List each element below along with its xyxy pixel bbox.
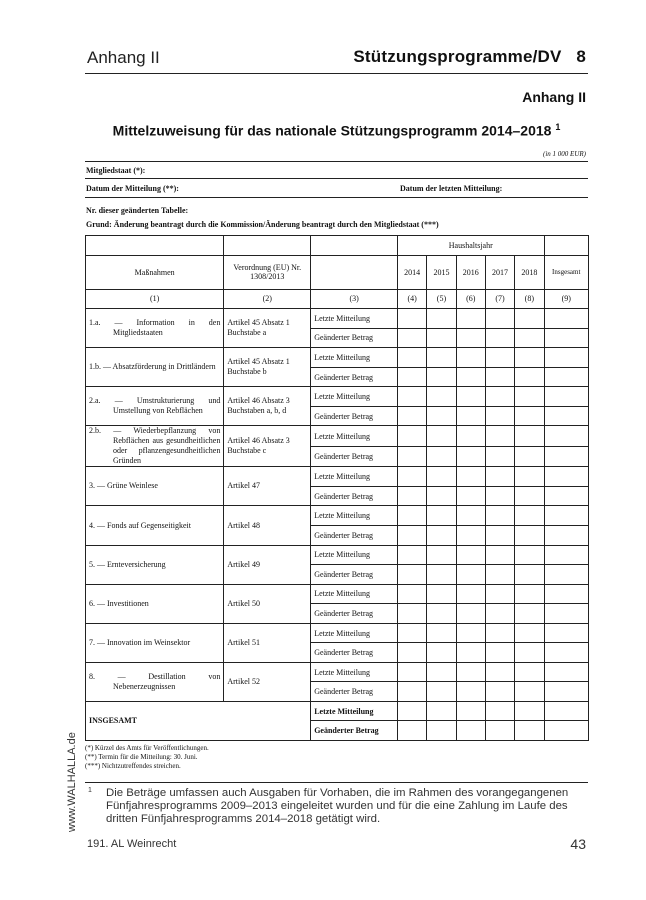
amount-cell xyxy=(515,367,544,387)
row-label-changed: Geänderter Betrag xyxy=(311,643,398,663)
row-label-changed: Geänderter Betrag xyxy=(311,328,398,348)
footnote-number: 1 xyxy=(88,787,92,794)
amount-cell xyxy=(427,426,456,447)
reason-field: Grund: Änderung beantragt durch die Kommission/Änderung beantragt durch den Mitgliedstaat (***) xyxy=(86,220,439,229)
row-label-last: Letzte Mitteilung xyxy=(311,348,398,368)
col-number: (3) xyxy=(311,289,398,309)
amount-cell xyxy=(456,545,485,565)
amount-cell xyxy=(398,348,427,368)
total-last-label: Letzte Mitteilung xyxy=(311,701,398,721)
measure-cell xyxy=(86,348,224,387)
amount-cell xyxy=(485,526,514,546)
measure-cell xyxy=(86,662,224,701)
amount-cell xyxy=(544,446,589,467)
amount-cell xyxy=(515,506,544,526)
measure-cell xyxy=(86,387,224,426)
side-publisher-text: www.WALHALLA.de xyxy=(66,732,78,832)
amount-cell xyxy=(398,328,427,348)
col-number: (8) xyxy=(515,289,544,309)
amount-cell xyxy=(544,387,589,407)
amount-cell xyxy=(515,526,544,546)
col-number: (7) xyxy=(485,289,514,309)
amount-cell xyxy=(515,406,544,426)
amount-cell xyxy=(515,604,544,624)
amount-cell xyxy=(398,623,427,643)
row-label-changed: Geänderter Betrag xyxy=(311,446,398,467)
col-header-year: 2017 xyxy=(485,255,514,289)
amount-cell xyxy=(515,584,544,604)
amount-cell xyxy=(485,682,514,702)
col-header-year: 2014 xyxy=(398,255,427,289)
amount-cell xyxy=(398,486,427,506)
amount-cell xyxy=(427,545,456,565)
measure-cell xyxy=(86,545,224,584)
article-cell: Artikel 47 xyxy=(224,467,311,506)
date-notification-field: Datum der Mitteilung (**): xyxy=(86,184,179,193)
allocation-table xyxy=(85,235,589,741)
article-cell: Artikel 45 Absatz 1 Buchstabe a xyxy=(224,309,311,348)
amount-cell xyxy=(544,545,589,565)
measure-cell xyxy=(86,426,224,467)
col-number: (5) xyxy=(427,289,456,309)
amount-cell xyxy=(456,682,485,702)
row-label-changed: Geänderter Betrag xyxy=(311,367,398,387)
footnote-rule xyxy=(85,782,588,783)
col-header-total: Insgesamt xyxy=(544,255,589,289)
total-row xyxy=(86,701,589,721)
measure-cell xyxy=(86,467,224,506)
amount-cell xyxy=(515,623,544,643)
article-cell: Artikel 49 xyxy=(224,545,311,584)
amount-cell xyxy=(544,406,589,426)
amount-cell xyxy=(544,486,589,506)
row-label-changed: Geänderter Betrag xyxy=(311,604,398,624)
measure-label: 3. — Grüne Weinlese xyxy=(89,481,158,491)
form-notes xyxy=(85,744,209,771)
amount-cell xyxy=(456,604,485,624)
amount-cell xyxy=(485,506,514,526)
table-number-field: Nr. dieser geänderten Tabelle: xyxy=(86,206,189,215)
amount-cell xyxy=(515,701,544,721)
form-rule xyxy=(85,178,588,179)
amount-cell xyxy=(427,701,456,721)
col-number: (4) xyxy=(398,289,427,309)
amount-cell xyxy=(485,545,514,565)
amount-cell xyxy=(485,348,514,368)
amount-cell xyxy=(515,643,544,663)
amount-cell xyxy=(427,309,456,329)
table-row xyxy=(86,506,589,526)
measure-cell xyxy=(86,309,224,348)
measure-cell xyxy=(86,506,224,545)
measure-label: 2.b. — Wiederbepflanzung von Rebflächen aus gesundheitlichen oder pflanzengesundheitlichen Gründen xyxy=(89,426,221,466)
form-rule xyxy=(85,197,588,198)
amount-cell xyxy=(398,643,427,663)
amount-cell xyxy=(485,662,514,682)
member-state-field: Mitgliedstaat (*): xyxy=(86,166,146,175)
amount-cell xyxy=(485,467,514,487)
measure-label: 1.a. — Information in den Mitgliedstaaten xyxy=(89,318,221,338)
col-header-year: 2016 xyxy=(456,255,485,289)
amount-cell xyxy=(427,662,456,682)
amount-cell xyxy=(485,565,514,585)
amount-cell xyxy=(398,604,427,624)
amount-cell xyxy=(485,328,514,348)
table-row xyxy=(86,309,589,329)
header-blank-cell xyxy=(86,236,224,256)
amount-cell xyxy=(456,486,485,506)
annex-label: Anhang II xyxy=(522,89,586,105)
amount-cell xyxy=(456,406,485,426)
amount-cell xyxy=(544,721,589,741)
total-changed-label: Geänderter Betrag xyxy=(311,721,398,741)
col-number: (6) xyxy=(456,289,485,309)
measure-label: 7. — Innovation im Weinsektor xyxy=(89,637,191,647)
amount-cell xyxy=(544,309,589,329)
article-cell: Artikel 50 xyxy=(224,584,311,623)
col-header-year: 2015 xyxy=(427,255,456,289)
table-row xyxy=(86,387,589,407)
amount-cell xyxy=(398,701,427,721)
amount-cell xyxy=(398,662,427,682)
article-cell: Artikel 46 Absatz 3 Buchstaben a, b, d xyxy=(224,387,311,426)
amount-cell xyxy=(485,309,514,329)
note-line: (**) Termin für die Mitteilung: 30. Juni. xyxy=(85,753,198,761)
amount-cell xyxy=(485,367,514,387)
amount-cell xyxy=(544,348,589,368)
amount-cell xyxy=(427,682,456,702)
title-footnote-mark: 1 xyxy=(555,122,561,132)
amount-cell xyxy=(544,584,589,604)
amount-cell xyxy=(515,446,544,467)
amount-cell xyxy=(456,623,485,643)
amount-cell xyxy=(515,328,544,348)
amount-cell xyxy=(456,387,485,407)
article-cell: Artikel 45 Absatz 1 Buchstabe b xyxy=(224,348,311,387)
footer-left: 191. AL Weinrecht xyxy=(87,838,177,850)
amount-cell xyxy=(515,387,544,407)
budget-year-header: Haushaltsjahr xyxy=(398,236,544,256)
footnote-text: Die Beträge umfassen auch Ausgaben für Vorhaben, die im Rahmen des vorangegangenen Fünfjahresprogramms 2009–2013 eingeleitet wurden und für die eine Zahlung im Laufe des dritten Fünfjahresprogramms 2014–2018 getätigt wird. xyxy=(106,787,569,826)
total-label: INSGESAMT xyxy=(86,701,311,740)
amount-cell xyxy=(427,584,456,604)
page-title xyxy=(85,122,588,139)
amount-cell xyxy=(456,526,485,546)
amount-cell xyxy=(544,643,589,663)
col-number: (9) xyxy=(544,289,589,309)
amount-cell xyxy=(456,328,485,348)
amount-cell xyxy=(485,406,514,426)
row-label-changed: Geänderter Betrag xyxy=(311,682,398,702)
col-header-blank xyxy=(311,255,398,289)
header-blank-cell xyxy=(224,236,311,256)
row-label-last: Letzte Mitteilung xyxy=(311,387,398,407)
amount-cell xyxy=(398,584,427,604)
amount-cell xyxy=(456,721,485,741)
amount-cell xyxy=(427,565,456,585)
amount-cell xyxy=(515,309,544,329)
page-number: 43 xyxy=(570,836,586,852)
table-row xyxy=(86,426,589,447)
amount-cell xyxy=(485,643,514,663)
col-header-measures: Maßnahmen xyxy=(86,255,224,289)
amount-cell xyxy=(398,387,427,407)
amount-cell xyxy=(398,506,427,526)
amount-cell xyxy=(456,643,485,663)
amount-cell xyxy=(456,367,485,387)
row-label-last: Letzte Mitteilung xyxy=(311,506,398,526)
amount-cell xyxy=(456,701,485,721)
row-label-last: Letzte Mitteilung xyxy=(311,309,398,329)
amount-cell xyxy=(427,623,456,643)
amount-cell xyxy=(515,467,544,487)
amount-cell xyxy=(427,486,456,506)
amount-cell xyxy=(485,604,514,624)
table-row xyxy=(86,584,589,604)
amount-cell xyxy=(427,387,456,407)
amount-cell xyxy=(427,467,456,487)
row-label-changed: Geänderter Betrag xyxy=(311,406,398,426)
amount-cell xyxy=(544,682,589,702)
article-cell: Artikel 51 xyxy=(224,623,311,662)
amount-cell xyxy=(515,662,544,682)
unit-note: (in 1 000 EUR) xyxy=(543,150,586,158)
measure-label: 6. — Investitionen xyxy=(89,598,149,608)
row-label-last: Letzte Mitteilung xyxy=(311,662,398,682)
amount-cell xyxy=(456,426,485,447)
amount-cell xyxy=(427,446,456,467)
measure-cell xyxy=(86,584,224,623)
amount-cell xyxy=(398,565,427,585)
amount-cell xyxy=(515,682,544,702)
table-row xyxy=(86,662,589,682)
amount-cell xyxy=(544,526,589,546)
amount-cell xyxy=(485,446,514,467)
amount-cell xyxy=(485,701,514,721)
amount-cell xyxy=(456,506,485,526)
amount-cell xyxy=(427,328,456,348)
amount-cell xyxy=(456,467,485,487)
amount-cell xyxy=(427,506,456,526)
col-header-regulation: Verordnung (EU) Nr. 1308/2013 xyxy=(224,255,311,289)
article-cell: Artikel 46 Absatz 3 Buchstabe c xyxy=(224,426,311,467)
header-blank-cell xyxy=(544,236,589,256)
row-label-last: Letzte Mitteilung xyxy=(311,623,398,643)
amount-cell xyxy=(544,328,589,348)
amount-cell xyxy=(427,406,456,426)
amount-cell xyxy=(544,604,589,624)
row-label-last: Letzte Mitteilung xyxy=(311,545,398,565)
amount-cell xyxy=(485,426,514,447)
title-text: Mittelzuweisung für das nationale Stützungsprogramm 2014–2018 xyxy=(112,122,552,139)
header-blank-cell xyxy=(311,236,398,256)
article-cell: Artikel 52 xyxy=(224,662,311,701)
row-label-last: Letzte Mitteilung xyxy=(311,467,398,487)
note-line: (***) Nichtzutreffendes streichen. xyxy=(85,762,181,770)
amount-cell xyxy=(456,565,485,585)
row-label-last: Letzte Mitteilung xyxy=(311,584,398,604)
amount-cell xyxy=(398,526,427,546)
amount-cell xyxy=(398,721,427,741)
amount-cell xyxy=(398,367,427,387)
amount-cell xyxy=(456,446,485,467)
amount-cell xyxy=(515,426,544,447)
amount-cell xyxy=(485,387,514,407)
running-header-right: Stützungsprogramme/DV 8 xyxy=(353,47,586,66)
amount-cell xyxy=(544,426,589,447)
note-line: (*) Kürzel des Amts für Veröffentlichungen. xyxy=(85,744,209,752)
amount-cell xyxy=(398,545,427,565)
amount-cell xyxy=(544,506,589,526)
amount-cell xyxy=(544,623,589,643)
table-row xyxy=(86,467,589,487)
amount-cell xyxy=(427,526,456,546)
row-label-changed: Geänderter Betrag xyxy=(311,486,398,506)
amount-cell xyxy=(398,446,427,467)
measure-label: 1.b. — Absatzförderung in Drittländern xyxy=(89,362,216,372)
amount-cell xyxy=(515,565,544,585)
amount-cell xyxy=(427,367,456,387)
measure-label: 4. — Fonds auf Gegenseitigkeit xyxy=(89,520,191,530)
amount-cell xyxy=(544,701,589,721)
running-header-left: Anhang II xyxy=(87,48,160,67)
amount-cell xyxy=(398,682,427,702)
row-label-changed: Geänderter Betrag xyxy=(311,565,398,585)
date-last-notification-field: Datum der letzten Mitteilung: xyxy=(400,184,503,193)
form-rule xyxy=(85,161,588,162)
amount-cell xyxy=(398,467,427,487)
table-row xyxy=(86,348,589,368)
table-row xyxy=(86,623,589,643)
amount-cell xyxy=(515,348,544,368)
amount-cell xyxy=(398,426,427,447)
amount-cell xyxy=(544,662,589,682)
amount-cell xyxy=(456,309,485,329)
measure-cell xyxy=(86,623,224,662)
amount-cell xyxy=(427,721,456,741)
amount-cell xyxy=(544,565,589,585)
col-number: (2) xyxy=(224,289,311,309)
amount-cell xyxy=(515,486,544,506)
measure-label: 2.a. — Umstrukturierung und Umstellung von Rebflächen xyxy=(89,396,221,416)
amount-cell xyxy=(398,406,427,426)
col-header-year: 2018 xyxy=(515,255,544,289)
amount-cell xyxy=(515,545,544,565)
amount-cell xyxy=(544,467,589,487)
amount-cell xyxy=(544,367,589,387)
amount-cell xyxy=(485,721,514,741)
header-rule xyxy=(85,73,588,74)
amount-cell xyxy=(427,348,456,368)
amount-cell xyxy=(485,584,514,604)
amount-cell xyxy=(456,662,485,682)
amount-cell xyxy=(456,584,485,604)
measure-label: 8. — Destillation von Nebenerzeugnissen xyxy=(89,671,221,691)
amount-cell xyxy=(456,348,485,368)
row-label-last: Letzte Mitteilung xyxy=(311,426,398,447)
amount-cell xyxy=(485,486,514,506)
amount-cell xyxy=(485,623,514,643)
col-number: (1) xyxy=(86,289,224,309)
article-cell: Artikel 48 xyxy=(224,506,311,545)
measure-label: 5. — Ernteversicherung xyxy=(89,559,166,569)
amount-cell xyxy=(515,721,544,741)
amount-cell xyxy=(427,643,456,663)
row-label-changed: Geänderter Betrag xyxy=(311,526,398,546)
amount-cell xyxy=(427,604,456,624)
amount-cell xyxy=(398,309,427,329)
table-row xyxy=(86,545,589,565)
